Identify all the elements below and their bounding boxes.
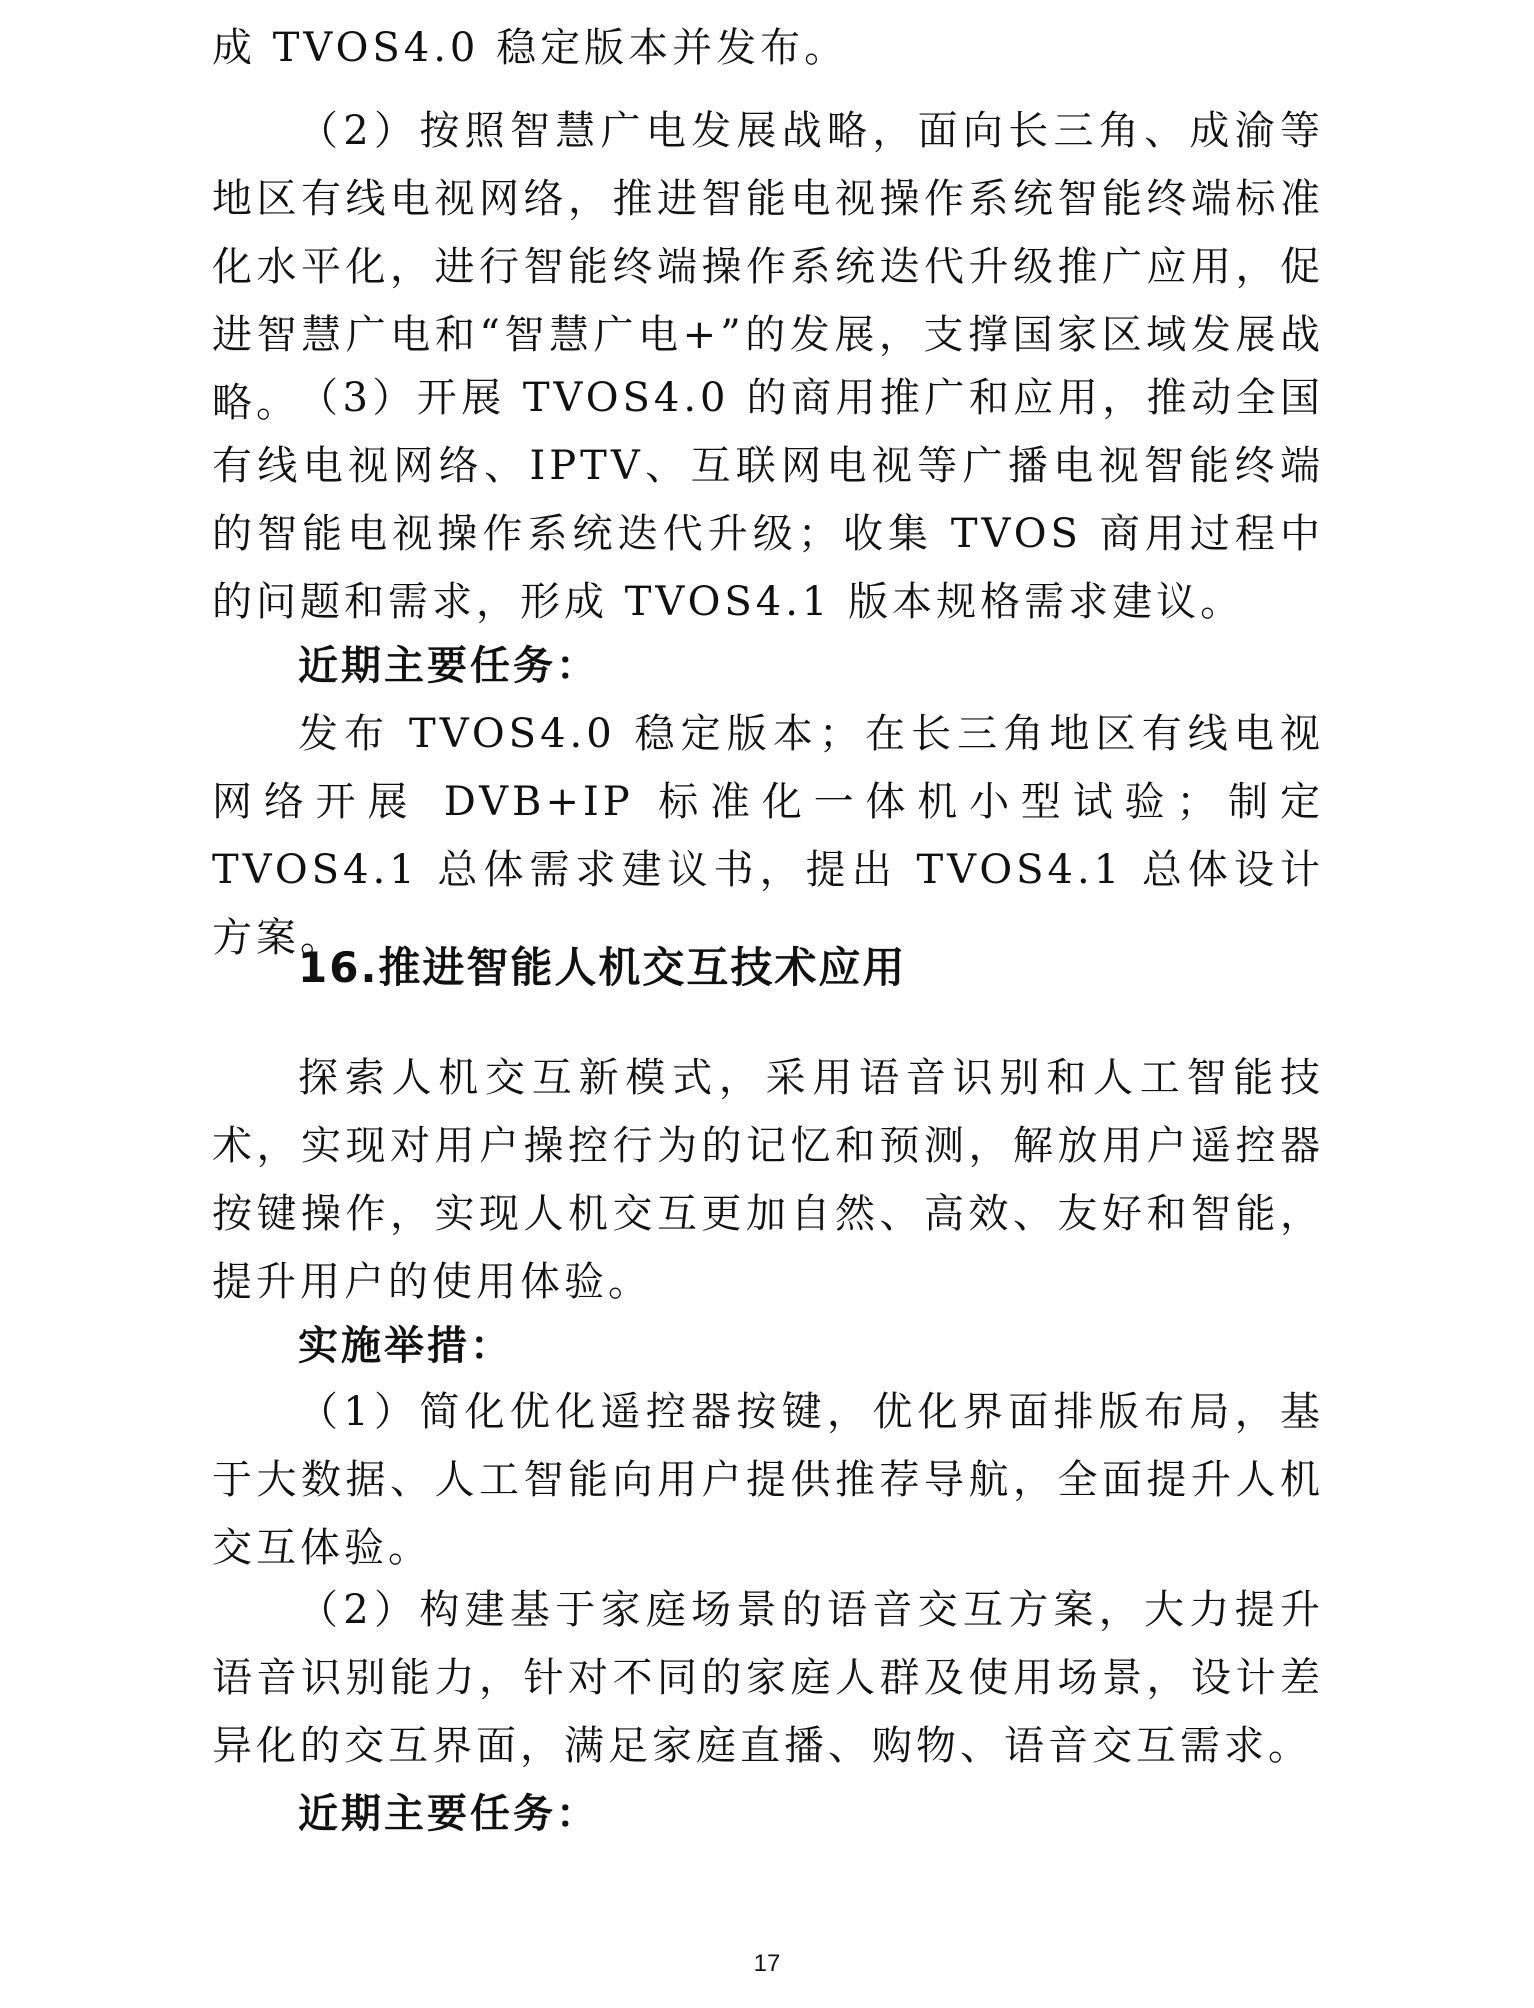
paragraph-item-2: （2）按照智慧广电发展战略，面向长三角、成渝等地区有线电视网络，推进智能电视操作系统智能终端标准化水平化，进行智能终端操作系统迭代升级推广应用，促进智慧广电和“智慧广电+”的发展，支撑国家区域发展战略。 bbox=[212, 108, 1324, 426]
heading-recent-tasks-2: 近期主要任务： bbox=[298, 1791, 599, 1837]
paragraph-measure-1: （1）简化优化遥控器按键，优化界面排版布局，基于大数据、人工智能向用户提供推荐导航，全面提升人机交互体验。 bbox=[212, 1389, 1324, 1571]
paragraph-section-16-intro: 探索人机交互新模式，采用语音识别和人工智能技术，实现对用户操控行为的记忆和预测，解放用户遥控器按键操作，实现人机交互更加自然、高效、友好和智能，提升用户的使用体验。 bbox=[212, 1055, 1324, 1305]
paragraph-measure-2: （2）构建基于家庭场景的语音交互方案，大力提升语音识别能力，针对不同的家庭人群及使用场景，设计差异化的交互界面，满足家庭直播、购物、语音交互需求。 bbox=[212, 1587, 1324, 1769]
paragraph-continuation: 成 TVOS4.0 稳定版本并发布。 bbox=[212, 25, 849, 71]
page-number: 17 bbox=[753, 1950, 781, 1977]
section-16-title: 16.推进智能人机交互技术应用 bbox=[298, 943, 907, 992]
paragraph-item-3: （3）开展 TVOS4.0 的商用推广和应用，推动全国有线电视网络、IPTV、互联网电视等广播电视智能终端的智能电视操作系统迭代升级；收集 TVOS 商用过程中的问题和需求，形成 TVOS4.1 版本规格需求建议。 bbox=[212, 375, 1324, 625]
paragraph-recent-tasks-1: 发布 TVOS4.0 稳定版本；在长三角地区有线电视网络开展 DVB+IP 标准化一体机小型试验；制定 TVOS4.1 总体需求建议书，提出 TVOS4.1 总体设计方案。 bbox=[212, 711, 1324, 961]
heading-implementation-measures: 实施举措： bbox=[298, 1323, 513, 1369]
heading-recent-tasks-1: 近期主要任务： bbox=[298, 643, 599, 689]
